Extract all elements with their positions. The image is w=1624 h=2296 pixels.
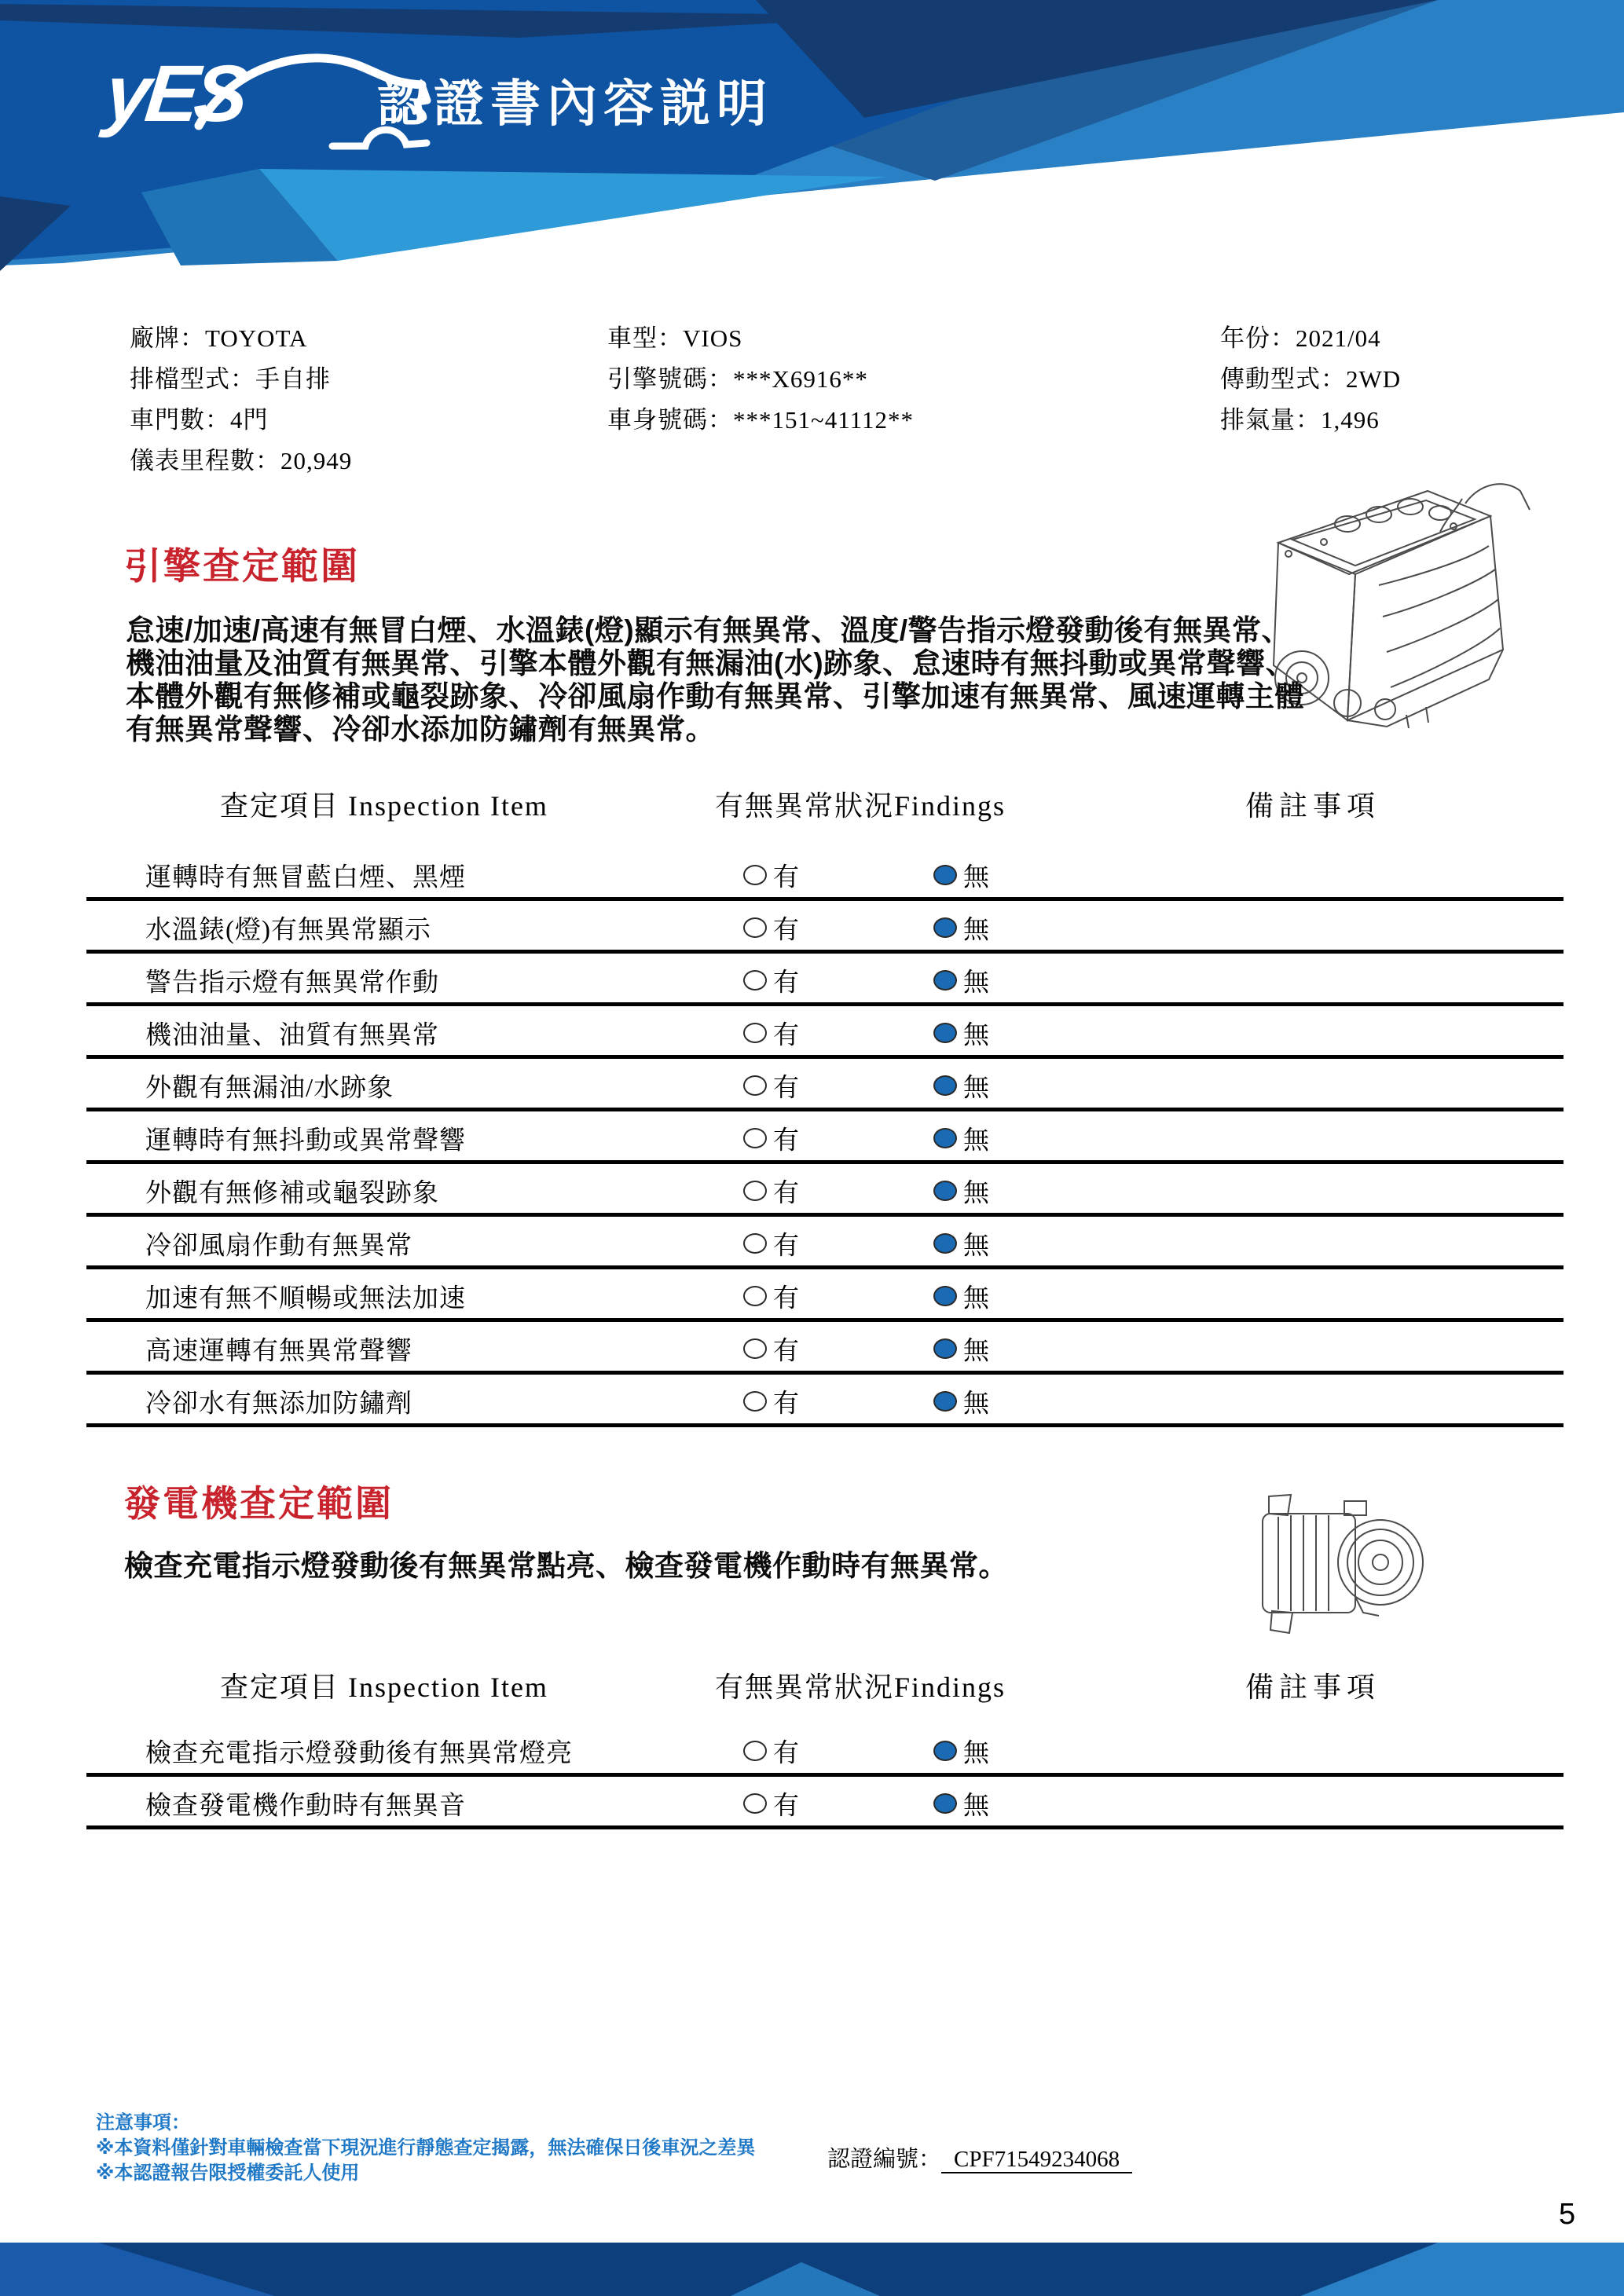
inspection-item-label: 檢查充電指示燈發動後有無異常燈亮	[145, 1739, 573, 1767]
table-row	[86, 1164, 1564, 1217]
notes-title: 注意事項：	[96, 2112, 190, 2133]
radio-none-selected[interactable]	[933, 1075, 957, 1096]
radio-have-label: 有	[773, 1021, 799, 1049]
radio-have[interactable]	[743, 1338, 767, 1359]
radio-none-selected[interactable]	[933, 1181, 957, 1201]
inspection-item-label: 水溫錶(燈)有無異常顯示	[145, 916, 431, 944]
radio-have-label: 有	[773, 1739, 799, 1767]
column-header-item: 查定項目 Inspection Item	[220, 1672, 548, 1703]
notes-line-2: ※本認證報告限授權委託人使用	[96, 2162, 360, 2184]
radio-none-selected[interactable]	[933, 865, 957, 885]
description-line: 有無異常聲響、冷卻水添加防鏽劑有無異常。	[126, 713, 715, 745]
radio-none-label: 無	[963, 1792, 989, 1820]
radio-have-label: 有	[773, 1792, 799, 1820]
inspection-item-label: 運轉時有無冒藍白煙、黑煙	[145, 863, 466, 892]
info-model: 車型：VIOS	[607, 324, 743, 352]
table-row	[86, 848, 1564, 901]
column-header-item: 查定項目 Inspection Item	[220, 790, 548, 822]
radio-have-label: 有	[773, 863, 799, 892]
radio-none-label: 無	[963, 1232, 989, 1260]
radio-have[interactable]	[743, 1128, 767, 1148]
radio-have-label: 有	[773, 1126, 799, 1155]
table-row	[86, 1322, 1564, 1375]
inspection-item-label: 外觀有無漏油/水跡象	[145, 1074, 394, 1102]
radio-none-label: 無	[963, 1284, 989, 1313]
radio-have-label: 有	[773, 916, 799, 944]
generator-section-description: 檢查充電指示燈發動後有無異常點亮、檢查發電機作動時有無異常。	[124, 1550, 1008, 1582]
radio-none-selected[interactable]	[933, 1128, 957, 1148]
radio-none-label: 無	[963, 863, 989, 892]
radio-none-label: 無	[963, 916, 989, 944]
radio-have-label: 有	[773, 1337, 799, 1365]
table-row	[86, 901, 1564, 954]
radio-have-label: 有	[773, 969, 799, 997]
info-brand: 廠牌：TOYOTA	[130, 324, 308, 352]
column-header-remarks: 備註事項	[1245, 790, 1381, 822]
info-mileage: 儀表里程數：20,949	[130, 447, 353, 474]
radio-none-selected[interactable]	[933, 917, 957, 938]
radio-none-selected[interactable]	[933, 1338, 957, 1359]
inspection-item-label: 機油油量、油質有無異常	[145, 1021, 439, 1049]
radio-none-label: 無	[963, 1126, 989, 1155]
radio-have[interactable]	[743, 1233, 767, 1254]
table-row	[86, 1724, 1564, 1777]
radio-have[interactable]	[743, 1793, 767, 1814]
description-line: 怠速/加速/高速有無冒白煙、水溫錶(燈)顯示有無異常、溫度/警告指示燈發動後有無異常、	[126, 614, 1291, 646]
row-divider	[86, 1825, 1564, 1829]
certificate-number-label: 認證編號：	[827, 2147, 942, 2172]
inspection-item-label: 警告指示燈有無異常作動	[145, 969, 439, 997]
column-header-findings: 有無異常狀況Findings	[715, 790, 1006, 822]
radio-none-label: 無	[963, 1390, 989, 1418]
page-title: 認證書內容説明	[377, 75, 773, 132]
radio-none-label: 無	[963, 1337, 989, 1365]
inspection-item-label: 檢查發電機作動時有無異音	[145, 1792, 466, 1820]
radio-have-label: 有	[773, 1390, 799, 1418]
radio-none-label: 無	[963, 1074, 989, 1102]
inspection-item-label: 運轉時有無抖動或異常聲響	[145, 1126, 466, 1155]
notes-line-1: ※本資料僅針對車輛檢查當下現況進行靜態查定揭露，無法確保日後車況之差異	[96, 2137, 756, 2159]
radio-have-label: 有	[773, 1074, 799, 1102]
table-row	[86, 954, 1564, 1006]
radio-have[interactable]	[743, 1391, 767, 1412]
radio-have-label: 有	[773, 1232, 799, 1260]
radio-have-label: 有	[773, 1284, 799, 1313]
radio-none-selected[interactable]	[933, 1023, 957, 1043]
radio-have[interactable]	[743, 1286, 767, 1306]
alternator-illustration	[1245, 1487, 1438, 1644]
inspection-item-label: 高速運轉有無異常聲響	[145, 1337, 412, 1365]
info-year: 年份：2021/04	[1220, 324, 1381, 352]
radio-none-selected[interactable]	[933, 970, 957, 991]
inspection-item-label: 冷卻水有無添加防鏽劑	[145, 1390, 412, 1418]
radio-none-label: 無	[963, 969, 989, 997]
table-row	[86, 1269, 1564, 1322]
page-footer	[0, 2243, 1624, 2296]
table-row	[86, 1059, 1564, 1111]
info-body-no: 車身號碼：***151~41112**	[607, 406, 914, 434]
certificate-number-value: CPF71549234068	[941, 2147, 1132, 2173]
engine-section-title: 引擎查定範圍	[124, 545, 360, 587]
engine-section-description	[126, 614, 1304, 746]
page-number: 5	[1559, 2198, 1576, 2231]
row-divider	[86, 1423, 1564, 1427]
radio-have[interactable]	[743, 865, 767, 885]
info-transmission: 排檔型式：手自排	[130, 365, 331, 393]
inspection-item-label: 冷卻風扇作動有無異常	[145, 1232, 412, 1260]
inspection-item-label: 加速有無不順暢或無法加速	[145, 1284, 466, 1313]
radio-have-label: 有	[773, 1179, 799, 1207]
radio-none-selected[interactable]	[933, 1286, 957, 1306]
radio-none-label: 無	[963, 1739, 989, 1767]
yes-logo	[75, 38, 389, 163]
table-row	[86, 1111, 1564, 1164]
certificate-number-row	[827, 2141, 1132, 2173]
table-row	[86, 1006, 1564, 1059]
radio-have[interactable]	[743, 1181, 767, 1201]
radio-have[interactable]	[743, 1075, 767, 1096]
table-row	[86, 1777, 1564, 1829]
radio-have[interactable]	[743, 970, 767, 991]
radio-have[interactable]	[743, 1023, 767, 1043]
table-row	[86, 1375, 1564, 1427]
radio-none-selected[interactable]	[933, 1391, 957, 1412]
page-header	[0, 0, 1624, 283]
column-header-remarks: 備註事項	[1245, 1672, 1381, 1703]
column-header-findings: 有無異常狀況Findings	[715, 1672, 1006, 1703]
info-displacement: 排氣量：1,496	[1220, 406, 1380, 434]
description-line: 機油油量及油質有無異常、引擎本體外觀有無漏油(水)跡象、怠速時有無抖動或異常聲響、	[126, 647, 1296, 679]
description-line: 本體外觀有無修補或龜裂跡象、冷卻風扇作動有無異常、引擎加速有無異常、風速運轉主體	[126, 680, 1304, 712]
generator-section-title: 發電機查定範圍	[124, 1483, 394, 1524]
radio-none-label: 無	[963, 1179, 989, 1207]
radio-none-selected[interactable]	[933, 1741, 957, 1761]
info-drivetrain: 傳動型式：2WD	[1220, 365, 1402, 393]
table-row	[86, 1217, 1564, 1269]
radio-have[interactable]	[743, 917, 767, 938]
info-engine-no: 引擎號碼：***X6916**	[607, 365, 868, 393]
radio-none-selected[interactable]	[933, 1793, 957, 1814]
radio-none-selected[interactable]	[933, 1233, 957, 1254]
radio-none-label: 無	[963, 1021, 989, 1049]
radio-have[interactable]	[743, 1741, 767, 1761]
inspection-item-label: 外觀有無修補或龜裂跡象	[145, 1179, 439, 1207]
yes-logo-text: yES	[101, 49, 248, 138]
info-doors: 車門數：4門	[130, 406, 269, 434]
